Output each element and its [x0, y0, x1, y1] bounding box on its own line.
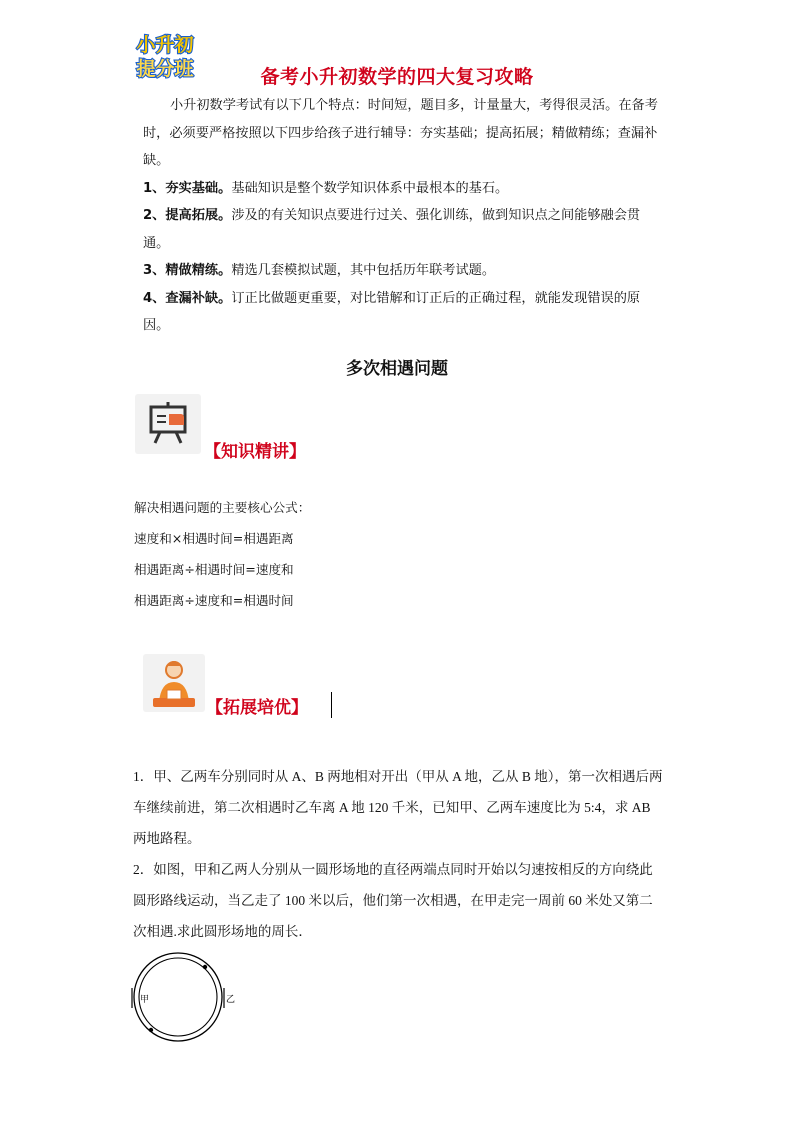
intro-item: 3、精做精练。精选几套模拟试题，其中包括历年联考试题。 — [143, 263, 496, 278]
intro-item: 1、夯实基础。基础知识是整个数学知识体系中最根本的基石。 — [143, 180, 509, 196]
formula-line: 相遇距离÷相遇时间=速度和 — [134, 562, 294, 577]
circle-track-figure — [124, 950, 236, 1042]
question-item: 1．甲、乙两车分别同时从 A、B 两地相对开出（甲从 A 地，乙从 B 地），第一次相遇后两车继续前进，第二次相遇时乙车离 A 地 120 千米，已知甲、乙两车速度比为 5:4，求 AB 两地路程。 — [133, 769, 663, 846]
label-jia: 甲 — [140, 995, 150, 1005]
question-item: 2．如图，甲和乙两人分别从一圆形场地的直径两端点同时开始以匀速按相反的方向绕此圆形路线运动，当乙走了 100 米以后，他们第一次相遇，在甲走完一周前 60 米处又第二次相遇.求此圆形场地的周长． — [133, 862, 653, 939]
intro-paragraph: 小升初数学考试有以下几个特点：时间短，题目多，计量量大，考得很灵活。在备考时，必须要严格按照以下四步给孩子进行辅导：夯实基础；提高拓展；精做精练；查漏补缺。 — [143, 98, 658, 168]
formula-line: 解决相遇问题的主要核心公式： — [134, 500, 311, 515]
knowledge-icon — [135, 394, 201, 454]
intro-item: 2、提高拓展。涉及的有关知识点要进行过关、强化训练，做到知识点之间能够融会贯通。 — [143, 208, 641, 251]
knowledge-label: 【知识精讲】 — [204, 442, 306, 462]
text-cursor — [331, 692, 332, 718]
formula-line: 速度和×相遇时间=相遇距离 — [134, 531, 294, 546]
formula-line: 相遇距离÷速度和=相遇时间 — [134, 593, 294, 608]
extension-label: 【拓展培优】 — [206, 698, 308, 718]
intro-item: 4、查漏补缺。订正比做题更重要，对比错解和订正后的正确过程，就能发现错误的原因。 — [143, 290, 641, 333]
page-title: 备考小升初数学的四大复习攻略 — [260, 66, 534, 88]
logo-line2: 提分班 — [136, 58, 194, 80]
question-list — [133, 761, 663, 947]
section-title: 多次相遇问题 — [346, 359, 448, 379]
teacher-icon — [143, 654, 205, 712]
intro-section — [143, 92, 663, 340]
logo-line1: 小升初 — [136, 34, 194, 56]
formula-list — [134, 492, 310, 616]
label-yi: 乙 — [226, 995, 236, 1005]
